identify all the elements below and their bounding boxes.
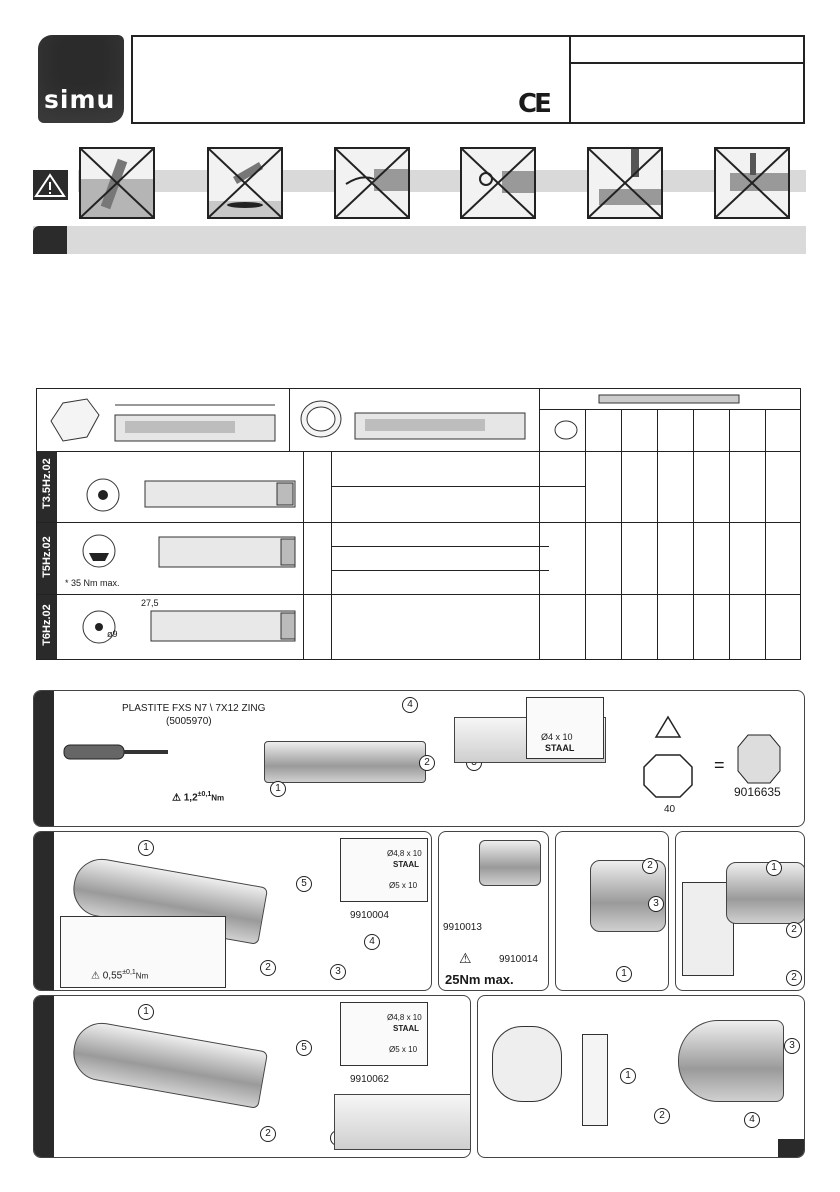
callout-2: 2: [260, 1126, 276, 1142]
callout-1: 1: [270, 781, 286, 797]
callout-1: 1: [616, 966, 632, 982]
octagonal-tube-drawing: [43, 393, 283, 447]
callout-2: 2: [642, 858, 658, 874]
install-panel-2c: [555, 831, 669, 991]
warning-icon: [33, 170, 68, 200]
callout-5: 5: [296, 876, 312, 892]
callout-1: 1: [620, 1068, 636, 1084]
adapter-drawing: [734, 731, 784, 791]
install-panel-2: [33, 831, 432, 991]
callout-3: 3: [330, 964, 346, 980]
ref-9910014: 9910014: [499, 954, 538, 965]
warning-icon: ⚠: [459, 950, 472, 966]
dim-o9: ø9: [107, 629, 118, 639]
page-marker: [778, 1139, 804, 1157]
header-box: [131, 35, 805, 124]
callout-4: 4: [402, 697, 418, 713]
no-lift-by-cable-icon: [334, 147, 410, 219]
logo-text: simu: [44, 85, 116, 114]
safety-band: [78, 170, 806, 192]
callout-1: 1: [766, 860, 782, 876]
no-screw-icon: [714, 147, 790, 219]
octagon-warning-drawing: [638, 715, 698, 799]
install-panel-2b: [438, 831, 549, 991]
tube-section-icon: [551, 415, 581, 445]
screw-kit-box: [526, 697, 604, 759]
screw-kit-box-3: Ø4,8 x 10 STAAL Ø5 x 10: [340, 1002, 428, 1066]
kit-size: Ø4 x 10: [541, 732, 573, 742]
callout-2: 2: [419, 755, 435, 771]
torque-note: * 35 Nm max.: [65, 578, 120, 588]
install-panel-3: [33, 995, 471, 1158]
row-label-t6: T6Hz.02: [37, 595, 57, 659]
row-label-t35: T3.5Hz.02: [37, 451, 57, 522]
section-marker: [33, 226, 67, 254]
screw-ref: (5005970): [166, 716, 212, 727]
bracket: [582, 1034, 608, 1126]
header-divider: [569, 37, 571, 122]
dim-27-5: 27,5: [141, 598, 159, 608]
motor-head-plate: [726, 862, 805, 924]
motor-head-3b: [678, 1020, 784, 1102]
no-cut-cable-icon: [460, 147, 536, 219]
round-tube-drawing: [295, 393, 535, 447]
ref-9910013: 9910013: [443, 922, 482, 933]
no-immersion-icon: [79, 147, 155, 219]
callout-4: 4: [364, 934, 380, 950]
callout-1: 1: [138, 840, 154, 856]
equals-sign: =: [714, 755, 725, 775]
inset-detail-box: [60, 916, 226, 988]
part-ref-3: 9910062: [350, 1074, 389, 1085]
octagon-size: 40: [664, 804, 676, 815]
panel-2-marker: [34, 832, 54, 990]
screwdriver-icon: [62, 731, 172, 771]
callout-2: 2: [786, 922, 802, 938]
callout-5: 5: [296, 1040, 312, 1056]
motor-t35-drawing: [59, 457, 299, 519]
spec-table: [36, 388, 801, 660]
no-drill-icon: [587, 147, 663, 219]
motor-head: [479, 840, 541, 886]
screw-kit-box-2: Ø4,8 x 10 STAAL Ø5 x 10: [340, 838, 428, 902]
panel-3-marker: [34, 996, 54, 1157]
no-drop-icon: [207, 147, 283, 219]
section-band: [33, 226, 806, 254]
simu-logo: [38, 35, 124, 123]
panel-1-marker: [34, 691, 54, 826]
callout-3: 3: [784, 1038, 800, 1054]
install-panel-3b: [477, 995, 805, 1158]
torque-value: ⚠ $1,2^{\pm 0,1}Nm$: [172, 791, 225, 804]
callout-2: 2: [260, 960, 276, 976]
header-divider-h: [571, 62, 805, 64]
row-label-t5: T5Hz.02: [37, 523, 57, 594]
motor-t6-drawing: [59, 599, 299, 657]
adapter-ref: 9016635: [734, 785, 781, 799]
install-panel-2d: [675, 831, 805, 991]
callout-1: 1: [138, 1004, 154, 1020]
callout-2: 2: [654, 1108, 670, 1124]
screw-label: PLASTITE FXS N7 \ 7X12 ZING: [122, 703, 266, 714]
torque-value-2: ⚠ $0,55^{\pm 0,1}Nm$: [91, 969, 149, 982]
motor-body-3: [69, 1018, 268, 1108]
torque-max: 25Nm max.: [445, 972, 514, 987]
ruler-icon: [597, 391, 747, 407]
install-panel-1: [33, 690, 805, 827]
callout-2b: 2: [786, 970, 802, 986]
callout-3: 3: [648, 896, 664, 912]
part-ref: 9910004: [350, 910, 389, 921]
octagonal-tube-3: [334, 1094, 471, 1150]
motor-body: [264, 741, 426, 783]
head-detail: [492, 1026, 562, 1102]
kit-material: STAAL: [545, 743, 575, 753]
callout-4: 4: [744, 1112, 760, 1128]
ce-mark: CE: [518, 89, 549, 119]
